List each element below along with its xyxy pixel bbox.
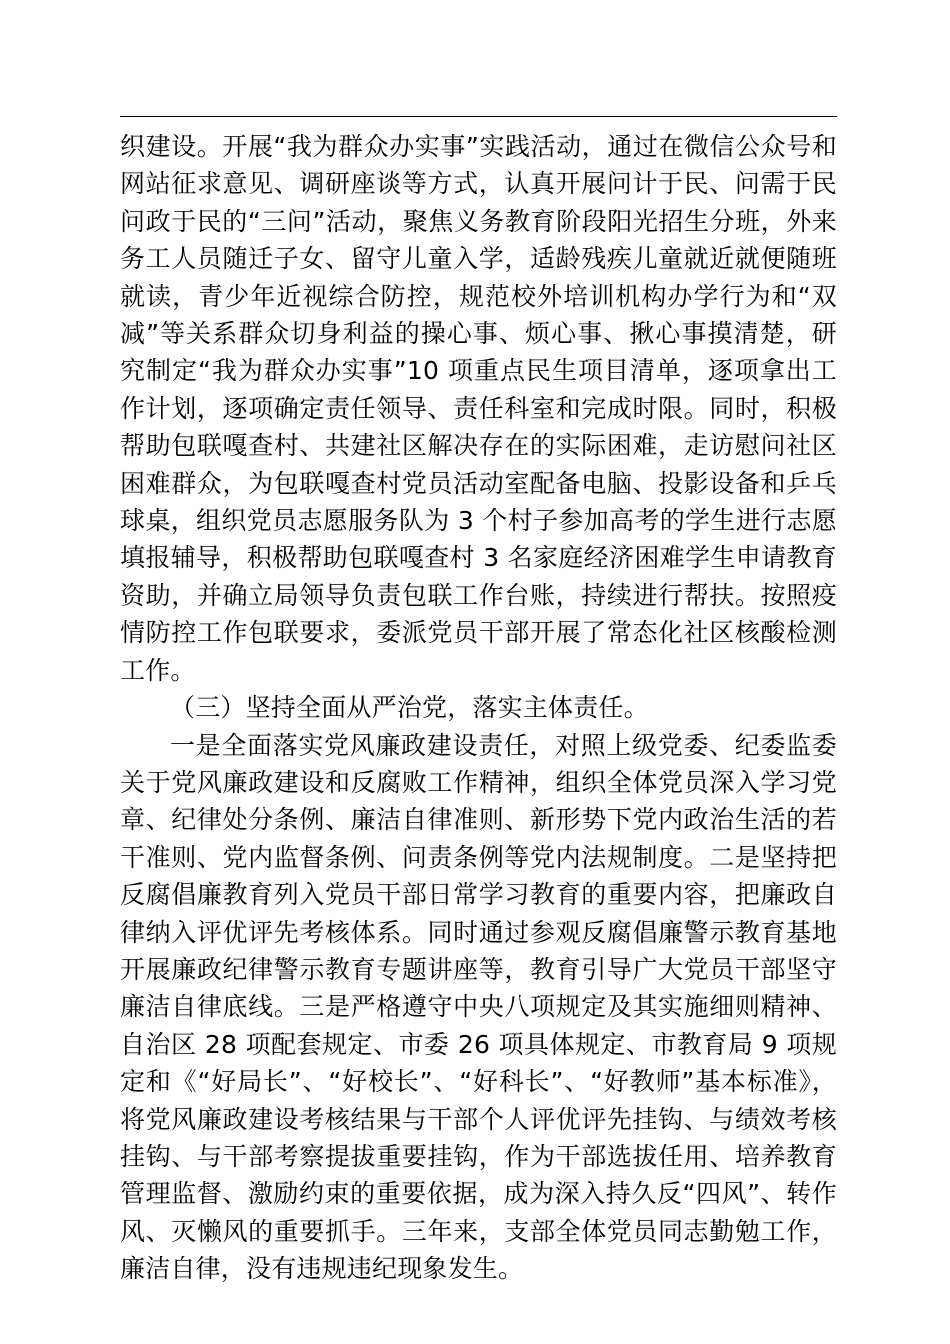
document-body [120,128,837,1288]
paragraph-continuation: 织建设。开展“我为群众办实事”实践活动，通过在微信公众号和网站征求意见、调研座谈等方式，认真开展问计于民、问需于民问政于民的“三问”活动，聚焦义务教育阶段阳光招生分班，外来务工人员随迁子女、留守儿童入学，适龄残疾儿童就近就便随班就读，青少年近视综合防控，规范校外培训机构办学行为和“双减”等关系群众切身利益的操心事、烦心事、揪心事摸清楚，研究制定“我为群众办实事”10 项重点民生项目清单，逐项拿出工作计划，逐项确定责任领导、责任科室和完成时限。同时，积极帮助包联嘎查村、共建社区解决存在的实际困难，走访慰问社区困难群众，为包联嘎查村党员活动室配备电脑、投影设备和乒乓球桌，组织党员志愿服务队为 3 个村子参加高考的学生进行志愿填报辅导，积极帮助包联嘎查村 3 名家庭经济困难学生申请教育资助，并确立局领导负责包联工作台账，持续进行帮扶。按照疫情防控工作包联要求，委派党员干部开展了常态化社区核酸检测工作。 [120,132,837,685]
header-rule [120,116,837,117]
paragraph-body: 一是全面落实党风廉政建设责任，对照上级党委、纪委监委关于党风廉政建设和反腐败工作精神，组织全体党员深入学习党章、纪律处分条例、廉洁自律准则、新形势下党内政治生活的若干准则、党内监督条例、问责条例等党内法规制度。二是坚持把反腐倡廉教育列入党员干部日常学习教育的重要内容，把廉政自律纳入评优评先考核体系。同时通过参观反腐倡廉警示教育基地开展廉政纪律警示教育专题讲座等，教育引导广大党员干部坚守廉洁自律底线。三是严格遵守中央八项规定及其实施细则精神、自治区 28 项配套规定、市委 26 项具体规定、市教育局 9 项规定和《“好局长”、“好校长”、“好科长”、“好教师”基本标准》，将党风廉政建设考核结果与干部个人评优评先挂钩、与绩效考核挂钩、与干部考察提拔重要挂钩，作为干部选拔任用、培养教育管理监督、激励约束的重要依据，成为深入持久反“四风”、转作风、灭懒风的重要抓手。三年来，支部全体党员同志勤勉工作，廉洁自律，没有违规违纪现象发生。 [120,730,837,1284]
section-heading: （三）坚持全面从严治党，落实主体责任。 [170,693,649,723]
